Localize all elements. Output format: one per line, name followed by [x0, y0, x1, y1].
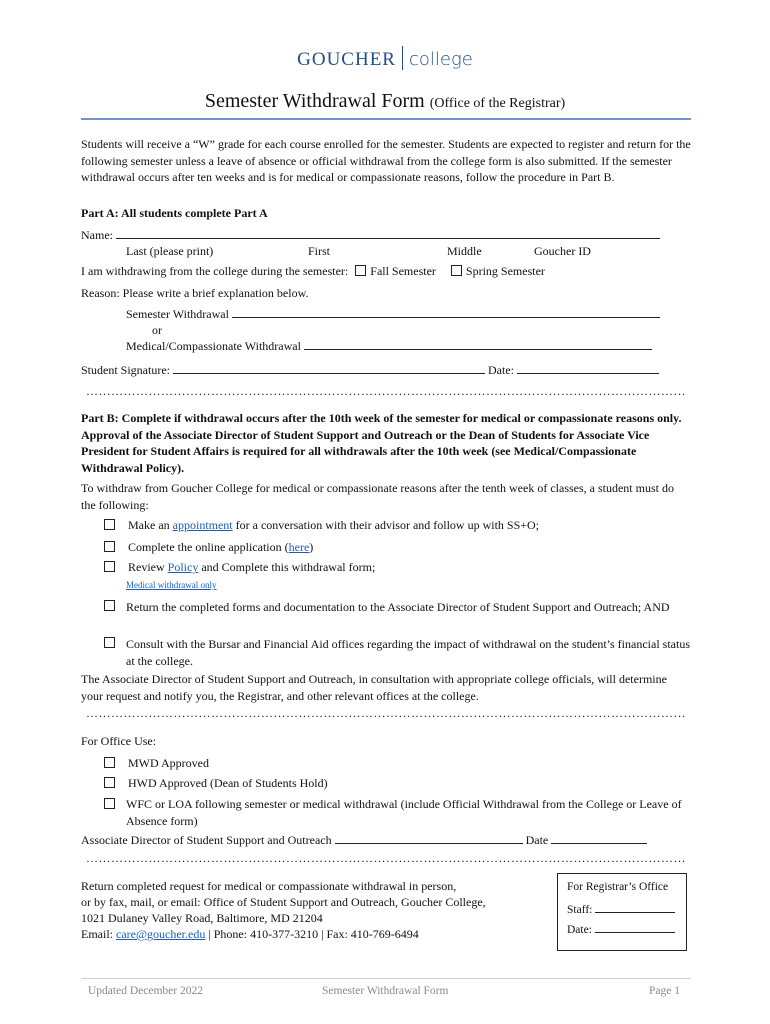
item1-pre: Make an: [128, 518, 170, 532]
part-b-intro: To withdraw from Goucher College for medical or compassionate reasons after the tenth week of classes, a student must do the following:: [81, 481, 674, 512]
name-sub-id: Goucher ID: [534, 244, 591, 258]
assoc-row: [81, 833, 647, 848]
assoc-label: Associate Director of Student Support and Outreach: [81, 833, 332, 847]
spring-checkbox[interactable]: [451, 265, 462, 276]
semester-withdrawal-row: [126, 307, 660, 322]
footer-center: Semester Withdrawal Form: [322, 985, 449, 997]
here-link[interactable]: here: [288, 540, 310, 554]
semester-withdrawal-label: Semester Withdrawal: [126, 307, 229, 321]
name-sub-first: First: [308, 244, 331, 258]
checklist-item-application: [104, 540, 313, 555]
return-checkbox[interactable]: [104, 600, 115, 611]
assoc-date-label: Date: [525, 833, 549, 847]
mwd-label: MWD Approved: [128, 756, 209, 770]
divider-dots-2: ………………………………………………………………………………………………………………………………: [86, 706, 686, 720]
item3-post: and Complete this withdrawal form;: [201, 560, 376, 574]
name-field[interactable]: [116, 228, 660, 239]
reason-label: Reason: Please write a brief explanation below.: [81, 286, 309, 300]
signature-row: [81, 363, 659, 378]
policy-link[interactable]: Policy: [167, 560, 199, 574]
footer-updated: Updated December 2022: [88, 985, 203, 997]
office-use-heading: For Office Use:: [81, 734, 157, 748]
checklist-item-policy: [104, 560, 375, 575]
part-a-heading: Part A: All students complete Part A: [81, 206, 268, 220]
medical-withdrawal-field[interactable]: [304, 339, 652, 350]
item1-post: for a conversation with their advisor and follow up with SS+O;: [235, 518, 540, 532]
phone-fax: | Phone: 410-377-3210 | Fax: 410-769-6494: [205, 927, 419, 941]
signature-label: Student Signature:: [81, 363, 170, 377]
mwd-checkbox[interactable]: [104, 757, 115, 768]
wfc-label: WFC or LOA following semester or medical withdrawal (include Official Withdrawal from the College or Leave of Absence form): [126, 797, 682, 828]
footer-page: Page 1: [649, 985, 680, 997]
medical-withdrawal-link[interactable]: Medical withdrawal only: [126, 580, 217, 590]
hwd-label: HWD Approved (Dean of Students Hold): [128, 776, 328, 790]
divider-dots-3: ………………………………………………………………………………………………………………………………: [86, 851, 686, 865]
logo-college: college: [408, 49, 473, 70]
registrar-box: [557, 873, 687, 951]
name-label: Name:: [81, 228, 113, 242]
contact-line1: Return completed request for medical or compassionate withdrawal in person,: [81, 879, 457, 893]
or-label: or: [152, 323, 162, 337]
assoc-date-field[interactable]: [551, 833, 647, 844]
contact-line2: or by fax, mail, or email: Office of Student Support and Outreach, Goucher College,: [81, 895, 486, 909]
email-label: Email:: [81, 927, 113, 941]
medical-withdrawal-row: [126, 339, 652, 354]
title-main: Semester Withdrawal Form: [204, 90, 425, 112]
appointment-link[interactable]: appointment: [172, 518, 233, 532]
consult-checkbox[interactable]: [104, 637, 115, 648]
policy-checkbox[interactable]: [104, 561, 115, 572]
medical-withdrawal-label: Medical/Compassionate Withdrawal: [126, 339, 301, 353]
fall-label: Fall Semester: [370, 264, 436, 278]
name-row: [81, 228, 660, 243]
staff-label: Staff:: [567, 904, 593, 916]
spring-label: Spring Semester: [465, 264, 545, 278]
item2-pre: Complete the online application (: [128, 540, 289, 554]
part-b-heading: Part B: Complete if withdrawal occurs after the 10th week of the semester for medical or compassionate reasons only. Approval of the Associate Director of Student Support and Outreach or the Dean of Students for Associate Vice President for Student Affairs is required for all withdrawals after the 10th week (see Medical/Compassionate Withdrawal Policy).: [81, 411, 682, 475]
signature-date-field[interactable]: [517, 363, 659, 374]
signature-field[interactable]: [173, 363, 485, 374]
hwd-row: [104, 776, 328, 791]
contact-line4: [81, 927, 419, 942]
part-b-closing: The Associate Director of Student Support and Outreach, in consultation with appropriate college officials, will determine your request and notify you, the Registrar, and other relevant offices at the college.: [81, 672, 667, 703]
appointment-checkbox[interactable]: [104, 519, 115, 530]
name-sub-middle: Middle: [447, 244, 482, 258]
intro-paragraph: Students will receive a “W” grade for each course enrolled for the semester. Students are expected to register and return for the following semester unless a leave of absence or official withdrawal from the college form is also submitted. If the semester withdrawal occurs after ten weeks and is for medical or compassionate reasons, follow the procedure in Part B.: [81, 137, 691, 184]
checkbox-wfc: [104, 797, 119, 812]
checklist-item-appointment: [104, 518, 539, 533]
registrar-title: For Registrar’s Office: [567, 881, 669, 893]
wfc-checkbox[interactable]: [104, 798, 115, 809]
logo-divider: [402, 46, 403, 70]
checkbox-consult: [104, 636, 119, 651]
page-title: [0, 90, 770, 113]
registrar-date-label: Date:: [567, 924, 592, 936]
application-checkbox[interactable]: [104, 541, 115, 552]
item5-text: Consult with the Bursar and Financial Aid offices regarding the impact of withdrawal on the student’s financial status at the college.: [126, 637, 690, 668]
staff-field[interactable]: [595, 902, 675, 913]
item3-pre: Review: [128, 560, 165, 574]
title-rule: [81, 118, 691, 120]
item4-text: Return the completed forms and documentation to the Associate Director of Student Support and Outreach; AND: [126, 600, 670, 614]
assoc-signature-field[interactable]: [335, 833, 523, 844]
checkbox-return: [104, 599, 119, 614]
footer-rule: [81, 978, 691, 979]
email-link[interactable]: care@goucher.edu: [116, 927, 206, 941]
registrar-staff-row: [567, 902, 675, 916]
semester-prompt: I am withdrawing from the college during the semester:: [81, 264, 349, 278]
fall-checkbox[interactable]: [355, 265, 366, 276]
registrar-date-row: [567, 922, 675, 936]
name-sub-last: Last (please print): [126, 244, 214, 258]
contact-line3: 1021 Dulaney Valley Road, Baltimore, MD 21204: [81, 911, 323, 925]
title-sub: (Office of the Registrar): [429, 96, 566, 111]
item2-post: ): [309, 540, 314, 554]
semester-withdrawal-field[interactable]: [232, 307, 660, 318]
signature-date-label: Date:: [488, 363, 514, 377]
registrar-date-field[interactable]: [595, 922, 675, 933]
logo-goucher: GOUCHER: [297, 49, 396, 70]
mwd-row: [104, 756, 209, 771]
divider-dots-1: ………………………………………………………………………………………………………………………………: [86, 384, 686, 398]
semester-row: [81, 264, 545, 279]
hwd-checkbox[interactable]: [104, 777, 115, 788]
goucher-logo: [0, 46, 770, 71]
